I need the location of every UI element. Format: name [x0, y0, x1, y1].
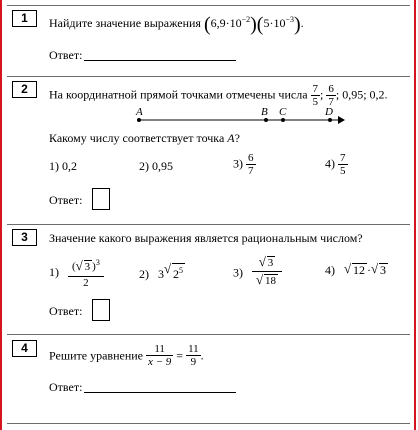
task-separator: [7, 423, 410, 424]
task-3-option-2[interactable]: 2) 3√ $2^5$: [139, 263, 185, 281]
task-number-1: 1: [12, 10, 37, 27]
task-3-option-3[interactable]: 3) √ 3 √ 18: [233, 255, 282, 290]
task-3-text: Значение какого выражения является рациональным числом?: [49, 231, 363, 245]
task-2-question: Какому числу соответствует точка A?: [49, 131, 240, 145]
task-3-option-1[interactable]: 1) $\frac{(√ 3 )^3}{2}$: [49, 255, 104, 289]
task-4-text: Решите уравнение: [49, 348, 143, 363]
task-2-statement: На координатной прямой точками отмечены числа $\frac{7}{5}$ ; $\frac{6}{7}$ ; 0,95; 0,2.: [49, 83, 388, 108]
task-1-exp-b: −3: [285, 15, 294, 24]
task-1-factor-b: 5·10: [263, 16, 286, 30]
task-1-text: Найдите значение выражения: [49, 16, 201, 30]
task-2-option-2[interactable]: 2) 0,95: [139, 159, 173, 173]
task-1-factor-a: 6,9·10: [210, 16, 242, 30]
point-c-label: C: [279, 106, 287, 118]
task-number-3: 3: [12, 229, 37, 246]
task-separator: [7, 334, 410, 335]
task-number-4: 4: [12, 340, 37, 357]
point-a-mark: [137, 118, 141, 122]
task-4-left-fraction: $\frac{11}{x - 9}$: [147, 343, 172, 368]
task-4-answer-line[interactable]: [84, 392, 236, 393]
task-4-statement: Решите уравнение $\frac{11}{x - 9}$ = $\frac{11}{9}$ .: [49, 343, 204, 368]
task-2-option-3[interactable]: 3) $\frac{6}{7}$: [233, 152, 254, 177]
point-a-label: A: [136, 106, 143, 118]
task-4-answer-label: Ответ:: [49, 380, 83, 394]
task-2-number-fraction: $\frac{7}{5}$: [312, 83, 319, 108]
point-d-label: D: [325, 106, 333, 118]
task-3-answer-label: Ответ:: [49, 304, 83, 318]
task-1-statement: Найдите значение выражения $(6,9\cdot 10^{-2})(5\cdot 10^{-3})$.: [49, 13, 304, 36]
task-separator: [7, 224, 410, 225]
task-2-answer-label: Ответ:: [49, 193, 83, 207]
task-3-option-4[interactable]: 4) √ 12 ·√ 3: [325, 263, 388, 277]
task-2-answer-box[interactable]: [92, 188, 110, 210]
task-2-number-fraction: $\frac{6}{7}$: [328, 83, 334, 108]
task-1-answer-label: Ответ:: [49, 48, 83, 62]
task-1-exp-a: −2: [241, 15, 251, 24]
task-2-option-4[interactable]: 4) $\frac{7}{5}$: [325, 152, 346, 177]
point-b-mark: [264, 118, 268, 122]
point-d-mark: [328, 118, 332, 122]
task-2-text: На координатной прямой точками отмечены числа: [49, 87, 308, 102]
task-number-2: 2: [12, 81, 37, 98]
point-c-mark: [281, 118, 285, 122]
task-3-answer-box[interactable]: [92, 299, 110, 321]
coordinate-line-graphic: [0, 0, 418, 130]
task-2-option-1[interactable]: 1) 0,2: [49, 159, 77, 173]
task-4-right-fraction: $\frac{11}{9}$: [188, 343, 199, 368]
point-b-label: B: [261, 106, 268, 118]
